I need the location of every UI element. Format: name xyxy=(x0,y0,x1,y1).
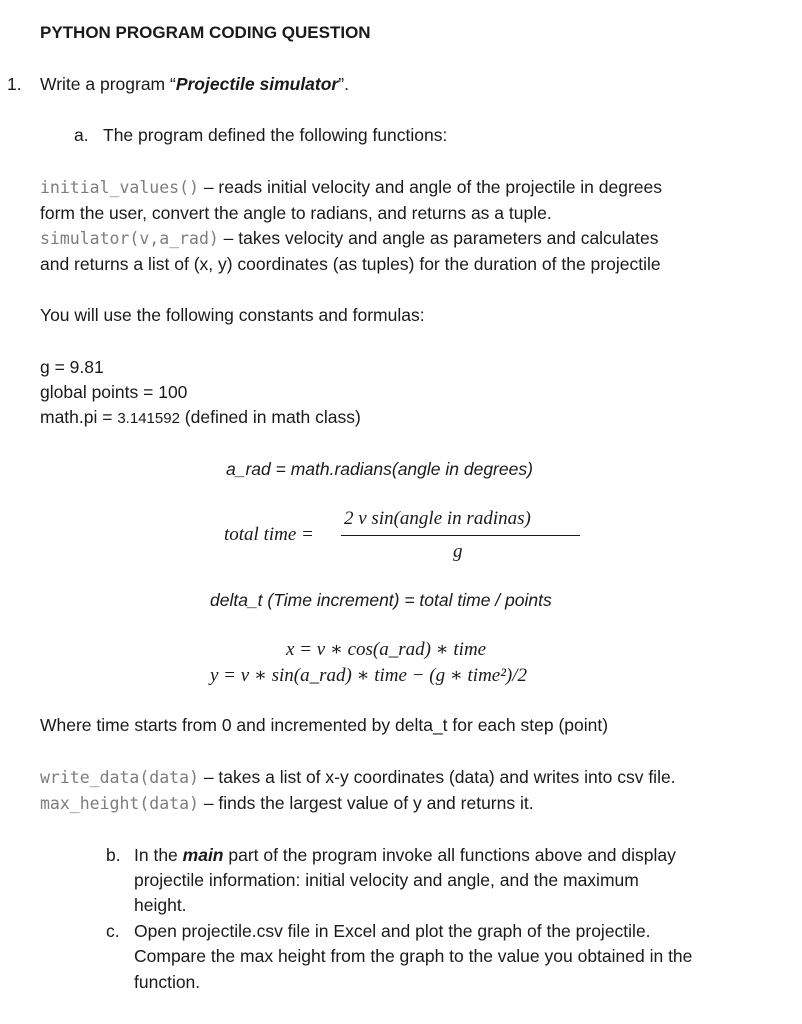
simulator-desc-1: – takes velocity and angle as parameters and calculates xyxy=(218,228,659,248)
question-text xyxy=(40,74,349,95)
formula-x: x = v ∗ cos(a_rad) ∗ time xyxy=(286,639,487,660)
constant-pi xyxy=(40,407,361,428)
initial-values-line-2: form the user, convert the angle to radians, and returns as a tuple. xyxy=(40,203,552,223)
item-b-letter: b. xyxy=(106,845,121,865)
initial-values-desc-1: – reads initial velocity and angle of the projectile in degrees xyxy=(198,177,663,197)
item-b-pre: In the xyxy=(134,845,183,865)
item-a-text: The program defined the following functions: xyxy=(103,125,448,145)
pi-note: (defined in math class) xyxy=(179,407,361,427)
initial-values-code: initial_values() xyxy=(40,178,199,197)
formula-a-rad: a_rad = math.radians(angle in degrees) xyxy=(226,459,533,479)
item-c-line-3: function. xyxy=(134,972,201,992)
constant-points: global points = 100 xyxy=(40,382,188,402)
formula-y: y = v ∗ sin(a_rad) ∗ time − (g ∗ time²)/2 xyxy=(210,665,528,686)
simulator-code: simulator(v,a_rad) xyxy=(40,229,219,248)
formula-total-time-label: total time = xyxy=(224,524,314,545)
time-note: Where time starts from 0 and incremented by delta_t for each step (point) xyxy=(40,715,609,735)
item-c-line-1: Open projectile.csv file in Excel and plot the graph of the projectile. xyxy=(134,921,651,941)
constant-g: g = 9.81 xyxy=(40,357,104,377)
pi-label: math.pi = xyxy=(40,407,118,427)
max-height-line xyxy=(40,793,534,814)
item-c-letter: c. xyxy=(106,921,120,941)
max-height-code: max_height(data) xyxy=(40,794,199,813)
initial-values-line-1 xyxy=(40,177,662,198)
formula-delta-t: delta_t (Time increment) = total time / points xyxy=(210,590,552,610)
simulator-line-1 xyxy=(40,228,659,249)
formula-total-time-denominator: g xyxy=(453,541,463,562)
item-b-rest: part of the program invoke all functions above and display xyxy=(223,845,676,865)
simulator-line-2: and returns a list of (x, y) coordinates (as tuples) for the duration of the projectile xyxy=(40,254,661,274)
constants-intro: You will use the following constants and formulas: xyxy=(40,305,425,325)
pi-value: 3.141592 xyxy=(117,410,180,427)
item-c-line-2: Compare the max height from the graph to the value you obtained in the xyxy=(134,946,693,966)
formula-total-time-numerator: 2 v sin(angle in radinas) xyxy=(344,508,531,529)
max-height-desc: – finds the largest value of y and returns it. xyxy=(198,793,534,813)
write-data-desc: – takes a list of x-y coordinates (data) and writes into csv file. xyxy=(198,767,676,787)
fraction-bar xyxy=(341,535,580,536)
page-heading: PYTHON PROGRAM CODING QUESTION xyxy=(40,23,371,42)
question-title: Projectile simulator xyxy=(175,74,339,94)
item-b-bold: main xyxy=(182,845,224,865)
question-end: ”. xyxy=(338,74,349,94)
item-b-line-2: projectile information: initial velocity and angle, and the maximum xyxy=(134,870,639,890)
write-data-line xyxy=(40,767,676,788)
item-b-line-3: height. xyxy=(134,895,187,915)
question-intro: Write a program “ xyxy=(40,74,176,94)
question-number: 1. xyxy=(7,74,22,94)
item-a-letter: a. xyxy=(74,125,89,145)
item-b-line-1 xyxy=(134,845,676,866)
write-data-code: write_data(data) xyxy=(40,768,199,787)
